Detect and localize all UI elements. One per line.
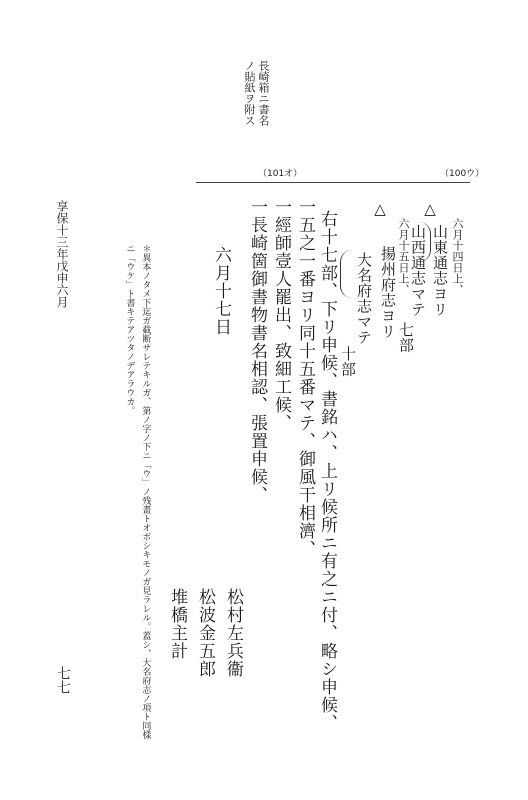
entry-3-text: 揚州府志ヨリ [379, 246, 397, 339]
folio-left: （101オ） [258, 169, 303, 179]
footnote-col-2: ニ「ウケ」ト書キテアツタノデアラウカ。 [124, 244, 135, 415]
entry-2-text: 山西通志マテ [409, 224, 427, 317]
entry-1-text: 山東通志ヨリ [431, 224, 449, 317]
footnote-col-1: ＊異本ノタメ下迄ガ截断サレテキルガ、第ノ字ノ下ニ「ウ」ノ残畫トオボシキモノガ見ラレル。蓋シ、大名府志ノ項ト同樣 [140, 244, 151, 739]
main-line-4: 一長崎箇御書物書名相認、張置申候、 [247, 198, 267, 504]
entry-1-date: 六月十四日上、 [451, 218, 464, 295]
margin-note-col-2: ノ貼紙ヲ附ス [243, 60, 256, 126]
date-line: 六月十七日 [211, 246, 231, 336]
entry-4-mark: △ [371, 200, 389, 218]
signatory-2: 松波金五郎 [195, 588, 215, 678]
entry-2-mark: △ [421, 200, 439, 218]
entry-4-count: 十部 [339, 346, 357, 377]
entry-3-date: 六月十五日上、 [397, 218, 410, 295]
entry-2-count: 七部 [397, 322, 415, 353]
margin-note-col-1: 長崎箱ニ書名 [257, 60, 270, 126]
main-line-3: 一經師壹人罷出、致細工候、 [271, 198, 291, 432]
signatory-1: 松村左兵衞 [223, 588, 243, 678]
signatory-3: 堆橋主計 [167, 588, 187, 660]
folio-right: （100ウ） [440, 169, 485, 179]
main-line-2: 一五之一番ヨリ同十五番マテ、御風干相濟、 [295, 198, 315, 558]
main-line-1: 右十七部、下リ申候、書銘ハ、上リ候所ニ有之ニ付、略シ申候、 [317, 210, 337, 732]
side-title: 享保十三年戊申六月 [55, 200, 69, 308]
entry-brace-2 [340, 250, 355, 298]
page-number: 七七 [55, 666, 71, 694]
entry-4-text: 大名府志マテ [355, 252, 373, 345]
entry-brace [414, 222, 431, 262]
header-rule [196, 182, 470, 183]
